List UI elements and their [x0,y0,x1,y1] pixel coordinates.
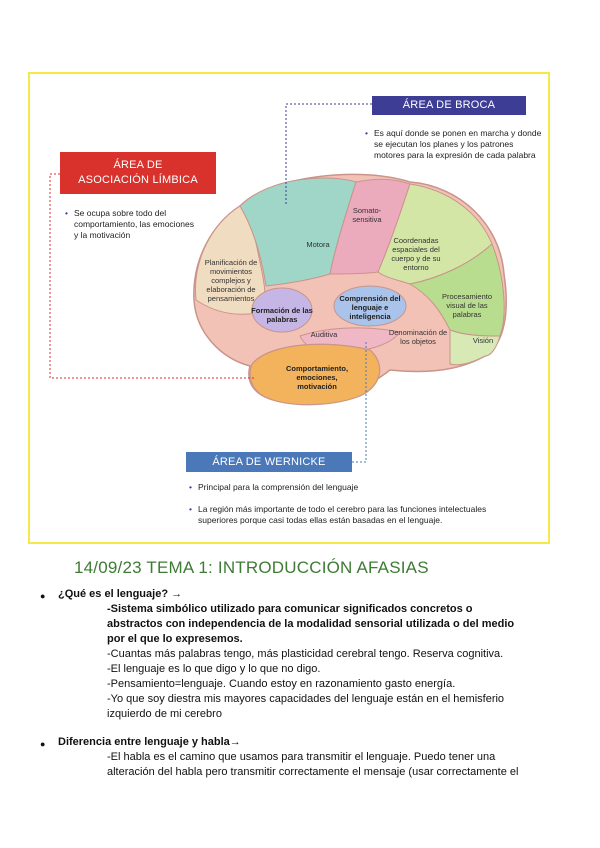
region-procesamiento: Procesamiento visual de las palabras [441,292,493,319]
broca-title: ÁREA DE BROCA [372,96,526,115]
broca-bullet: • Es aquí donde se ponen en marcha y donde se ejecutan los planes y los patrones motores para la expresión de cada palabra [374,128,542,161]
limbic-title [60,152,216,194]
q1-definition-3: por el que lo expresemos. [107,633,243,645]
q2-line-1: -El habla es el camino que usamos para transmitir el lenguaje. Puedo tener una [107,751,496,763]
wernicke-bullet-1: • Principal para la comprensión del lenguaje [198,482,528,493]
bullet-dot: ● [40,591,46,601]
q1-line-4a: -Yo que soy diestra mis mayores capacidades del lenguaje están en el hemisferio [107,693,505,705]
wernicke-bullet-2: • La región más importante de todo el cerebro para las funciones intelectuales superiores porque casi todas ellas están basadas en el lenguaje. [198,504,528,526]
wernicke-title: ÁREA DE WERNICKE [186,452,352,472]
region-auditiva: Auditiva [310,330,338,339]
question-1: ¿Qué es el lenguaje? → [58,588,183,600]
q1-line-4b: izquierdo de mi cerebro [107,708,222,720]
page-heading: 14/09/23 TEMA 1: INTRODUCCIÓN AFASIAS [74,558,429,577]
brain-figure [28,72,550,544]
bullet-dot: ● [40,739,46,749]
region-somato: Somato-sensitiva [352,206,382,224]
question-2: Diferencia entre lenguaje y habla→ [58,736,241,748]
region-planificacion: Planificación de movimientos complejos y elaboración de pensamientos [204,258,258,303]
region-motora: Motora [306,240,330,249]
q1-definition-1: -Sistema simbólico utilizado para comunicar significados concretos o [107,603,473,615]
limbic-bullet: • Se ocupa sobre todo del comportamiento, las emociones y la motivación [74,208,198,241]
q2-line-2: alteración del habla pero transmitir correctamente el mensaje (usar correctamente el [107,766,519,778]
region-comportamiento: Comportamiento, emociones, motivación [285,364,349,391]
region-formacion: Formación de las palabras [251,306,313,324]
q1-line-2: -El lenguaje es lo que digo y lo que no digo. [107,663,321,675]
limbic-title-line1: ÁREA DE [113,159,163,171]
q1-line-1: -Cuantas más palabras tengo, más plasticidad cerebral tengo. Reserva cognitiva. [107,648,504,660]
region-coordenadas: Coordenadas espaciales del cuerpo y de su entorno [391,236,441,272]
q1-definition-2: abstractos con independencia de la modalidad sensorial utilizada o del medio [107,618,515,630]
region-vision: Visión [472,336,494,345]
region-denominacion: Denominación de los objetos [388,328,448,346]
limbic-title-line2: ASOCIACIÓN LÍMBICA [78,174,198,186]
q1-line-3: -Pensamiento=lenguaje. Cuando estoy en razonamiento gasto energía. [107,678,456,690]
region-comprension: Comprensión del lenguaje e inteligencia [339,294,401,321]
